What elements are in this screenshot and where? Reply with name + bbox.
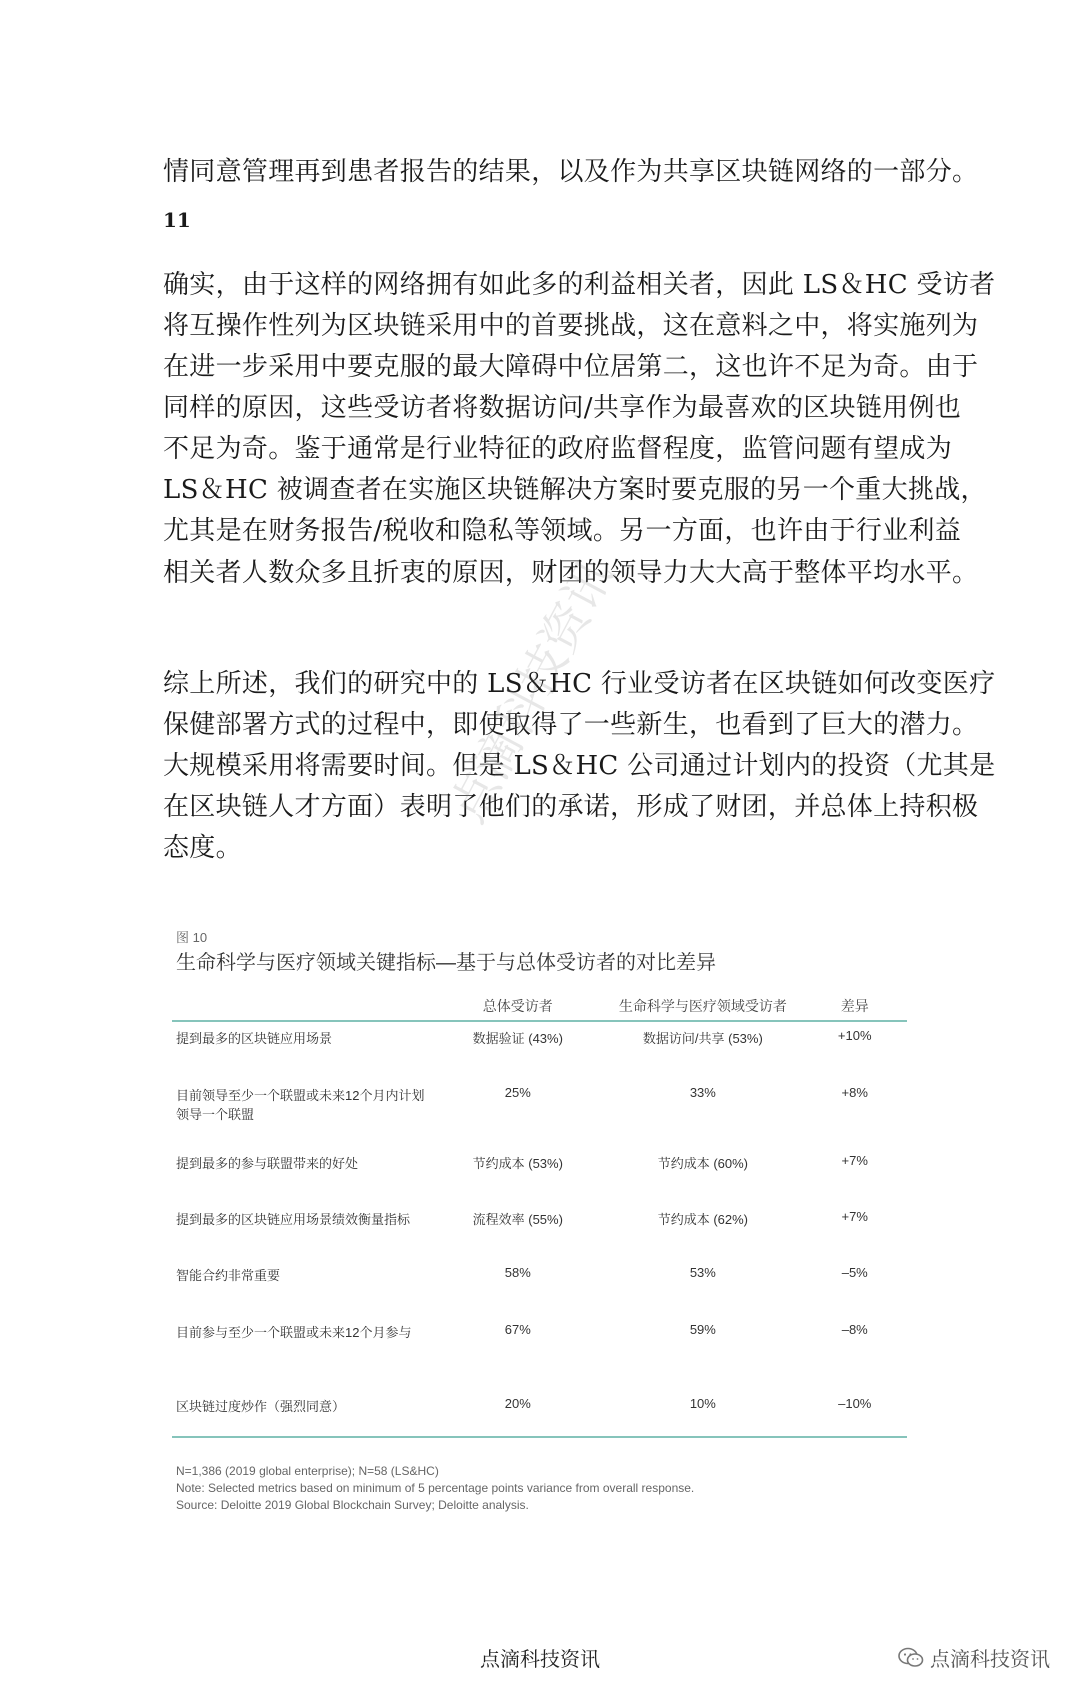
diff-cell: +10% <box>837 1028 872 1043</box>
diff-cell: +8% <box>841 1085 868 1100</box>
overall-cell: 67% <box>504 1322 531 1337</box>
lshc-cell: 节约成本 (60%) <box>657 1156 748 1171</box>
lshc-cell: 数据访问/共享 (53%) <box>642 1031 763 1046</box>
wechat-icon <box>898 1647 924 1669</box>
metric-cell: 区块链过度炒作（强烈同意） <box>176 1399 346 1414</box>
overall-cell: 流程效率 (55%) <box>472 1212 563 1227</box>
figure-notes <box>176 1463 694 1513</box>
text-line: 同样的原因，这些受访者将数据访问/共享作为最喜欢的区块链用例也 <box>163 393 962 424</box>
overall-cell: 20% <box>504 1396 531 1411</box>
reference-number: 11 <box>163 208 191 232</box>
figure-title: 生命科学与医疗领域关键指标—基于与总体受访者的对比差异 <box>176 952 716 974</box>
methodology-note: Note: Selected metrics based on minimum of 5 percentage points variance from overall response. <box>176 1480 695 1495</box>
text-line: 态度。 <box>163 833 242 864</box>
column-header-metric <box>172 992 432 1021</box>
metric-cell: 目前参与至少一个联盟或未来12个月参与 <box>176 1325 412 1340</box>
metric-cell: 智能合约非常重要 <box>176 1268 281 1283</box>
overall-cell: 数据验证 (43%) <box>472 1031 563 1046</box>
column-header-lshc: 生命科学与医疗领域受访者 <box>618 998 787 1014</box>
text-line: 综上所述，我们的研究中的 LS＆HC 行业受访者在区块链如何改变医疗 <box>163 669 996 699</box>
metric-cell: 提到最多的区块链应用场景绩效衡量指标 <box>176 1212 411 1227</box>
table-row <box>172 1079 907 1147</box>
lshc-cell: 10% <box>689 1396 716 1411</box>
table-row <box>172 1259 907 1316</box>
metric-cell: 提到最多的参与联盟带来的好处 <box>176 1156 359 1171</box>
text-line: 将互操作性列为区块链采用中的首要挑战，这在意料之中，将实施列为 <box>163 311 979 342</box>
footer-brand <box>898 1643 1050 1672</box>
figure-label: 图 10 <box>176 930 208 945</box>
text-line: 相关者人数众多且折衷的原因，财团的领导力大大高于整体平均水平。 <box>163 557 979 588</box>
text-line: 大规模采用将需要时间。但是 LS＆HC 公司通过计划内的投资（尤其是 <box>163 751 996 782</box>
table-header-row <box>172 992 907 1021</box>
diff-cell: +7% <box>841 1209 868 1224</box>
lshc-cell: 33% <box>689 1085 716 1100</box>
overall-cell: 25% <box>504 1085 531 1100</box>
text-line: 在区块链人才方面）表明了他们的承诺，形成了财团，并总体上持积极 <box>163 792 979 823</box>
text-line: LS＆HC 被调查者在实施区块链解决方案时要克服的另一个重大挑战， <box>163 475 987 506</box>
table-row <box>172 1390 907 1437</box>
diff-cell: –10% <box>838 1396 872 1411</box>
watermark: 点滴科技资讯 <box>439 550 625 832</box>
table-row <box>172 1316 907 1390</box>
diff-cell: +7% <box>841 1153 868 1168</box>
text-line: 保健部署方式的过程中，即使取得了一些新生，也看到了巨大的潜力。 <box>163 710 979 741</box>
table-row <box>172 1147 907 1203</box>
metrics-table <box>172 992 907 1438</box>
column-header-overall: 总体受访者 <box>482 998 553 1014</box>
diff-cell: –8% <box>841 1322 868 1337</box>
source-note: Source: Deloitte 2019 Global Blockchain Survey; Deloitte analysis. <box>176 1497 529 1512</box>
table-row <box>172 1021 907 1079</box>
paragraph-1 <box>163 152 979 193</box>
text-line: 确实，由于这样的网络拥有如此多的利益相关者，因此 LS＆HC 受访者 <box>163 270 996 300</box>
diff-cell: –5% <box>841 1265 868 1280</box>
table-row <box>172 1203 907 1259</box>
metric-cell: 提到最多的区块链应用场景 <box>176 1031 333 1046</box>
footer-title: 点滴科技资讯 <box>480 1647 600 1671</box>
text-line: 尤其是在财务报告/税收和隐私等领域。另一方面，也许由于行业利益 <box>163 516 962 547</box>
overall-cell: 节约成本 (53%) <box>472 1156 563 1171</box>
lshc-cell: 节约成本 (62%) <box>657 1212 748 1227</box>
overall-cell: 58% <box>504 1265 531 1280</box>
sample-size-note: N=1,386 (2019 global enterprise); N=58 (LS&HC) <box>176 1464 439 1478</box>
brand-text: 点滴科技资讯 <box>930 1647 1050 1671</box>
text-line: 在进一步采用中要克服的最大障碍中位居第二，这也许不足为奇。由于 <box>163 352 979 383</box>
metric-cell: 目前领导至少一个联盟或未来12个月内计划领导一个联盟 <box>176 1088 425 1122</box>
text-line: 不足为奇。鉴于通常是行业特征的政府监督程度，监管问题有望成为 <box>163 434 953 465</box>
paragraph-2 <box>163 265 996 594</box>
text-line: 情同意管理再到患者报告的结果，以及作为共享区块链网络的一部分。 <box>163 157 979 187</box>
lshc-cell: 59% <box>689 1322 716 1337</box>
lshc-cell: 53% <box>689 1265 716 1280</box>
column-header-diff: 差异 <box>840 998 869 1014</box>
